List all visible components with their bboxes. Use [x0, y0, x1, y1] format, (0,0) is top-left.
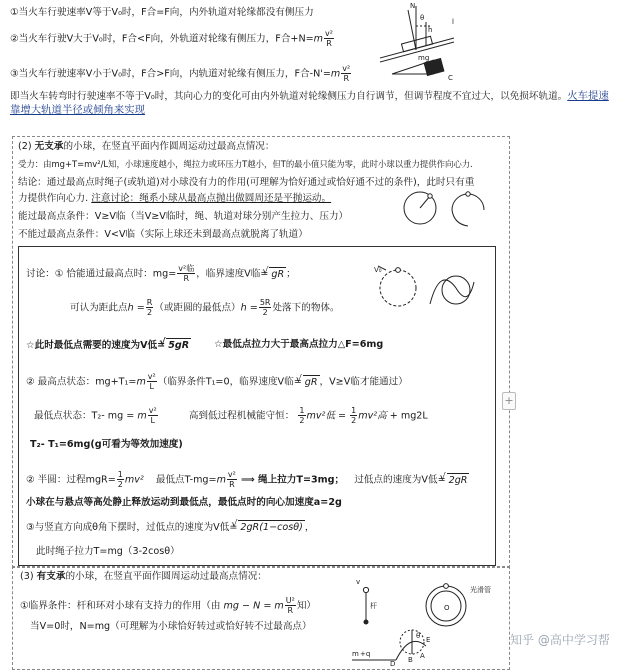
force-line: 受力：由mg+T=mv²/L知，小球速度越小，绳拉力或环压力T越小，但T的最小值只能为零，此时小球以重力提供作向心力.	[18, 159, 473, 169]
fraction-v2-over-r: $\frac{\text{v²}}{R}$	[342, 64, 351, 83]
rope-and-track-figure	[392, 180, 502, 238]
svg-text:m: m	[352, 650, 359, 658]
svg-text:D: D	[390, 660, 396, 668]
rail-line-4: 即当火车转弯时行驶速率不等于V₀时，其向心力的变化可由内外轨道对轮缘侧压力自行调节，但调节程度不宜过大，以免损坏轨道。火车提速	[10, 90, 609, 102]
discussion-2: 可认为距此点h = $\frac{R}{2}$ （或距圆的最低点）h = $\frac{5R}{2}$ 处落下的物体。	[70, 298, 340, 317]
svg-text:+q: +q	[360, 650, 371, 658]
rail-line-2: ②当火车行驶V大于V₀时，F合<F向，外轨道对轮缘有侧压力，F合+N=m $\frac{\text{v²}}{R}$	[10, 29, 333, 48]
fraction-v2-over-r: $\frac{\text{v²}}{R}$	[325, 29, 333, 48]
conclusion-line-2: 力提供作向心力. 注意讨论：绳系小球从最高点抛出做圆周还是平抛运动。	[18, 193, 332, 204]
discussion-1: 讨论：① 恰能通过最高点时：mg= $\frac{\text{v²临}}{R}$ ，临界速度V临=√ gR ；	[26, 264, 296, 283]
svg-text:V₀: V₀	[374, 266, 382, 274]
svg-text:l: l	[452, 18, 454, 26]
can-pass-condition: 能过最高点条件：V≥V临（当V≥V临时，绳、轨道对球分别产生拉力、压力）	[18, 211, 349, 222]
discussion-6: ② 半圆：过程mgR= $\frac{1}{2}$ mv² 最低点T-mg=m $\frac{\text{v²}}{R}$ ⟹ 绳上拉力T=3mg； 过低点的速度为V低=√ 2gR	[26, 470, 469, 489]
discussion-8: ③与竖直方向成θ角下摆时，过低点的速度为V低=√ 2gR(1−cosθ) ，	[26, 520, 314, 534]
v-zero-condition: 当V=0时，N=mg（可理解为小球恰好转过或恰好转不过最高点）	[30, 621, 312, 632]
svg-text:N: N	[410, 2, 416, 10]
svg-text:E: E	[426, 636, 431, 644]
rail-line-3: ③当火车行驶速率V小于V₀时，F合>F向，内轨道对轮缘有侧压力，F合-N'=m $\frac{\text{v²}}{R}$	[10, 64, 351, 83]
rail-line-5: 靠增大轨道半径或倾角来实现	[10, 104, 146, 116]
expand-handle-button[interactable]: +	[502, 392, 516, 410]
critical-condition: ①临界条件：杆和环对小球有支持力的作用（由 mg − N = m $\frac{\text{U²}}{R}$ 知）	[20, 596, 317, 615]
svg-text:θ: θ	[420, 14, 425, 22]
section-3-heading: (3) 有支承的小球，在竖直平面作圆周运动过最高点情况：	[20, 571, 267, 582]
cannot-pass-condition: 不能过最高点条件：V<V临（实际上球还未到最高点就脱离了轨道）	[18, 229, 308, 240]
svg-text:mg: mg	[418, 54, 430, 62]
discussion-3: ② 最高点状态：mg+T₁=m $\frac{\text{v²}}{L}$ （临界条件T₁=0，临界速度V临=√ gR ，V≥V临才能通过）	[26, 372, 408, 391]
svg-text:A: A	[420, 652, 425, 660]
star-line-1: ☆此时最低点需要的速度为V低=√ 5gR	[26, 338, 191, 352]
svg-text:杆: 杆	[370, 602, 377, 610]
svg-text:B: B	[408, 656, 413, 664]
section-2-heading: (2) 无支承的小球，在竖直平面内作圆周运动过最高点情况：	[18, 141, 275, 152]
svg-text:C: C	[448, 74, 453, 82]
conclusion-line: 结论：通过最高点时绳子(或轨道)对小球没有力的作用(可理解为恰好通过或恰好通不过的条件)，此时只有重	[18, 177, 475, 188]
discussion-5: T₂- T₁=6mg(g可看为等效加速度)	[30, 439, 183, 450]
loop-figure	[370, 260, 480, 318]
watermark: 知乎 @高中学习帮	[510, 633, 610, 647]
svg-text:θ: θ	[416, 632, 421, 640]
discussion-7: 小球在与悬点等高处静止释放运动到最低点，最低点时的向心加速度a=2g	[26, 497, 342, 508]
discussion-9: 此时绳子拉力T=mg（3-2cosθ）	[36, 546, 180, 557]
svg-text:O: O	[444, 604, 450, 612]
railway-incline-figure	[372, 0, 464, 86]
discussion-4: 最低点状态：T₂- mg = m $\frac{\text{v²}}{L}$ 高到低过程机械能守恒： $\frac{1}{2}$ mv²低 = $\frac{1}{2}$ mv²高 + mg2L	[34, 406, 428, 425]
rod-and-tube-figure	[350, 572, 500, 668]
rail-line-1: ①当火车行驶速率V等于V₀时，F合=F向，内外轨道对轮缘都没有侧压力	[10, 7, 314, 18]
svg-text:v: v	[356, 578, 361, 586]
svg-text:h: h	[428, 26, 433, 34]
star-line-2: ☆最低点拉力大于最高点拉力△F=6mg	[214, 339, 384, 350]
svg-text:光滑管: 光滑管	[470, 586, 491, 594]
